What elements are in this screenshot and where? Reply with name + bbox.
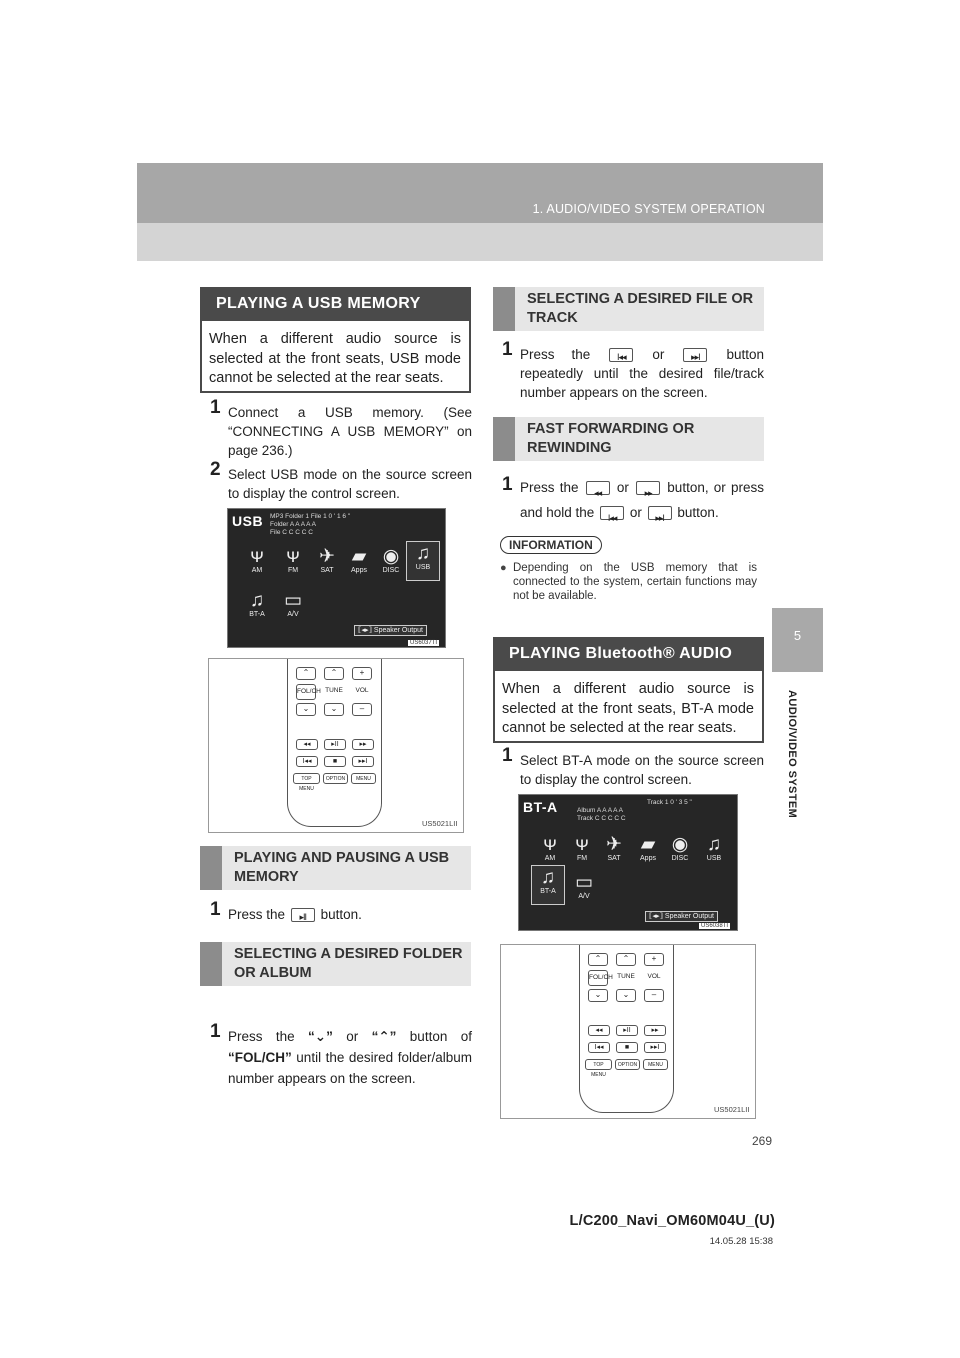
option-button: OPTION <box>323 773 348 784</box>
screen-track-info: MP3 Folder 1 File 1 0 ' 1 6 " Folder A A A A A File C C C C C <box>270 513 351 536</box>
information-tag: INFORMATION <box>500 536 602 554</box>
menu-button: MENU <box>643 1059 668 1070</box>
fol-ch-up-button: ⌃ <box>588 953 608 966</box>
antenna-icon: ᴪ <box>543 834 557 855</box>
menu-button: MENU <box>351 773 376 784</box>
source-fm: ᴪ FM <box>565 833 599 862</box>
screen-title: BT-A <box>523 799 558 815</box>
screen-title: USB <box>232 513 264 529</box>
play-pause-button: ▸II <box>616 1025 638 1036</box>
fol-ch-up-button: ⌃ <box>296 667 316 680</box>
fol-ch-down-button: ⌄ <box>296 703 316 716</box>
vol-up-button: + <box>352 667 372 680</box>
source-am: ᴪ AM <box>240 545 274 574</box>
satellite-icon: ✈ <box>319 546 335 567</box>
figure-code: US5021LII <box>422 819 458 828</box>
satellite-icon: ✈ <box>606 834 622 855</box>
page-number: 269 <box>752 1134 773 1148</box>
step-number: 1 <box>502 474 513 495</box>
section-heading-usb: PLAYING A USB MEMORY <box>200 287 471 321</box>
source-disc: ◉ DISC <box>663 833 697 862</box>
source-usb-selected: ♫ USB <box>406 541 440 581</box>
fol-ch-down-button: ⌄ <box>588 989 608 1002</box>
source-bt-a: ♫ BT-A <box>240 589 274 618</box>
fast-forward-icon: ▸▸ <box>636 481 660 495</box>
step-number: 1 <box>502 745 513 766</box>
next-track-icon: ▸▸I <box>648 506 672 520</box>
apps-icon: ▰ <box>351 546 367 567</box>
vol-up-button: + <box>644 953 664 966</box>
information-text: ● Depending on the USB memory that is connected to the system, certain functions may not be available. <box>500 561 757 603</box>
source-sat: ✈ SAT <box>597 833 631 862</box>
step-play-pause: 1 Press the ▸II button. <box>210 899 362 923</box>
step-number: 1 <box>210 1021 221 1042</box>
usb-control-screen <box>227 508 446 648</box>
remote-figure <box>500 944 756 1119</box>
source-av: ▭ A/V <box>567 871 601 900</box>
document-code: L/C200_Navi_OM60M04U_(U) <box>569 1213 775 1229</box>
apps-icon: ▰ <box>640 834 656 855</box>
previous-track-button: I◂◂ <box>296 756 318 767</box>
previous-track-icon: I◂◂ <box>609 348 633 362</box>
step-select-file: 1 Press the I◂◂ or ▸▸I button repeatedly until the desired file/track number appears on the screen. <box>502 339 764 400</box>
section-heading-play-pause: PLAYING AND PAUSING A USB MEMORY <box>200 846 471 890</box>
antenna-icon: ᴪ <box>250 546 264 567</box>
figure-code: US5021LII <box>714 1105 750 1114</box>
header-subband <box>137 223 823 261</box>
music-note-icon: ♫ <box>706 834 722 855</box>
step-select-usb-mode <box>208 459 472 503</box>
source-apps: ▰ Apps <box>631 833 665 862</box>
next-track-button: ▸▸I <box>352 756 374 767</box>
next-track-icon: ▸▸I <box>683 348 707 362</box>
up-arrow-label: “⌃” <box>371 1029 397 1044</box>
tune-label: TUNE <box>616 970 636 986</box>
top-menu-button: TOP MENU <box>293 773 320 784</box>
section-heading-folder: SELECTING A DESIRED FOLDER OR ALBUM <box>200 942 471 986</box>
disc-icon: ◉ <box>382 546 400 567</box>
step-text: Select BT-A mode on the source screen to display the control screen. <box>520 753 764 787</box>
step-text: Connect a USB memory. (See “CONNECTING A USB MEMORY” on page 236.) <box>228 405 472 458</box>
chapter-number-tab: 5 <box>772 608 823 672</box>
speaker-output-button: ⟦◂▸⟧ Speaker Output <box>354 625 427 636</box>
chapter-label: AUDIO/VIDEO SYSTEM <box>786 690 798 819</box>
fol-ch-label: FOL/CH <box>588 970 608 986</box>
fol-ch-label: “FOL/CH” <box>228 1050 292 1065</box>
step-select-folder: 1 Press the “⌄” or “⌃” button of “FOL/CH” until the desired folder/album number appears on the screen. <box>210 1021 472 1086</box>
fast-forward-button: ▸▸ <box>644 1025 666 1036</box>
music-note-icon: ♫ <box>415 543 431 564</box>
speaker-output-button: ⟦◂▸⟧ Speaker Output <box>645 911 718 922</box>
option-button: OPTION <box>615 1059 640 1070</box>
step-fast-forward: 1 Press the ◂◂ or ▸▸ button, or press and hold the I◂◂ or ▸▸I button. <box>502 474 764 524</box>
stop-button: ■ <box>616 1042 638 1053</box>
disc-icon: ◉ <box>671 834 689 855</box>
previous-track-icon: I◂◂ <box>600 506 624 520</box>
source-usb: ♫ USB <box>697 833 731 862</box>
rear-remote-control <box>287 659 382 827</box>
step-connect-usb <box>208 397 472 460</box>
vol-down-button: – <box>352 703 372 716</box>
source-av: ▭ A/V <box>276 589 310 618</box>
source-fm: ᴪ FM <box>276 545 310 574</box>
top-menu-button: TOP MENU <box>585 1059 612 1070</box>
antenna-icon: ᴪ <box>286 546 300 567</box>
tune-up-button: ⌃ <box>324 667 344 680</box>
figure-code: US6038TI <box>701 923 729 929</box>
music-note-icon: ♫ <box>540 867 556 888</box>
tune-down-button: ⌄ <box>324 703 344 716</box>
rewind-button: ◂◂ <box>296 739 318 750</box>
rewind-icon: ◂◂ <box>586 481 610 495</box>
down-arrow-label: “⌄” <box>308 1029 333 1044</box>
bt-a-control-screen <box>518 794 738 931</box>
print-timestamp: 14.05.28 15:38 <box>709 1236 773 1247</box>
remote-figure <box>208 658 464 833</box>
stop-button: ■ <box>324 756 346 767</box>
next-track-button: ▸▸I <box>644 1042 666 1053</box>
page-header-title: 1. AUDIO/VIDEO SYSTEM OPERATION <box>532 202 765 216</box>
antenna-icon: ᴪ <box>575 834 589 855</box>
fol-ch-label: FOL/CH <box>296 684 316 700</box>
step-number: 2 <box>210 459 221 480</box>
vol-down-button: – <box>644 989 664 1002</box>
tune-label: TUNE <box>324 684 344 700</box>
tune-up-button: ⌃ <box>616 953 636 966</box>
source-disc: ◉ DISC <box>374 545 408 574</box>
screen-track-info: Track 1 0 ' 3 5 " Album A A A A A Track C C C C C <box>577 799 692 822</box>
play-pause-button: ▸II <box>324 739 346 750</box>
music-note-icon: ♫ <box>249 590 265 611</box>
av-box-icon: ▭ <box>575 872 593 893</box>
step-select-bt-a <box>500 745 764 789</box>
av-box-icon: ▭ <box>284 590 302 611</box>
usb-note-box: When a different audio source is selected at the front seats, USB mode cannot be selected at the rear seats. <box>200 321 471 393</box>
vol-label: VOL <box>644 970 664 986</box>
step-text: Select USB mode on the source screen to display the control screen. <box>228 467 472 501</box>
previous-track-button: I◂◂ <box>588 1042 610 1053</box>
section-heading-fast-forward: FAST FORWARDING OR REWINDING <box>493 417 764 461</box>
source-apps: ▰ Apps <box>342 545 376 574</box>
tune-down-button: ⌄ <box>616 989 636 1002</box>
fast-forward-button: ▸▸ <box>352 739 374 750</box>
step-number: 1 <box>502 339 513 360</box>
source-bt-a-selected: ♫ BT-A <box>531 865 565 905</box>
section-heading-bluetooth: PLAYING Bluetooth® AUDIO <box>493 637 764 671</box>
rear-remote-control <box>579 945 674 1113</box>
rewind-button: ◂◂ <box>588 1025 610 1036</box>
step-number: 1 <box>210 397 221 418</box>
source-sat: ✈ SAT <box>310 545 344 574</box>
source-am: ᴪ AM <box>533 833 567 862</box>
step-number: 1 <box>210 899 221 920</box>
play-pause-icon: ▸II <box>291 908 315 922</box>
figure-code: US6037TI <box>410 640 438 646</box>
bluetooth-note-box: When a different audio source is selected at the front seats, BT-A mode cannot be selected at the rear seats. <box>493 671 764 743</box>
vol-label: VOL <box>352 684 372 700</box>
section-heading-file-track: SELECTING A DESIRED FILE OR TRACK <box>493 287 764 331</box>
